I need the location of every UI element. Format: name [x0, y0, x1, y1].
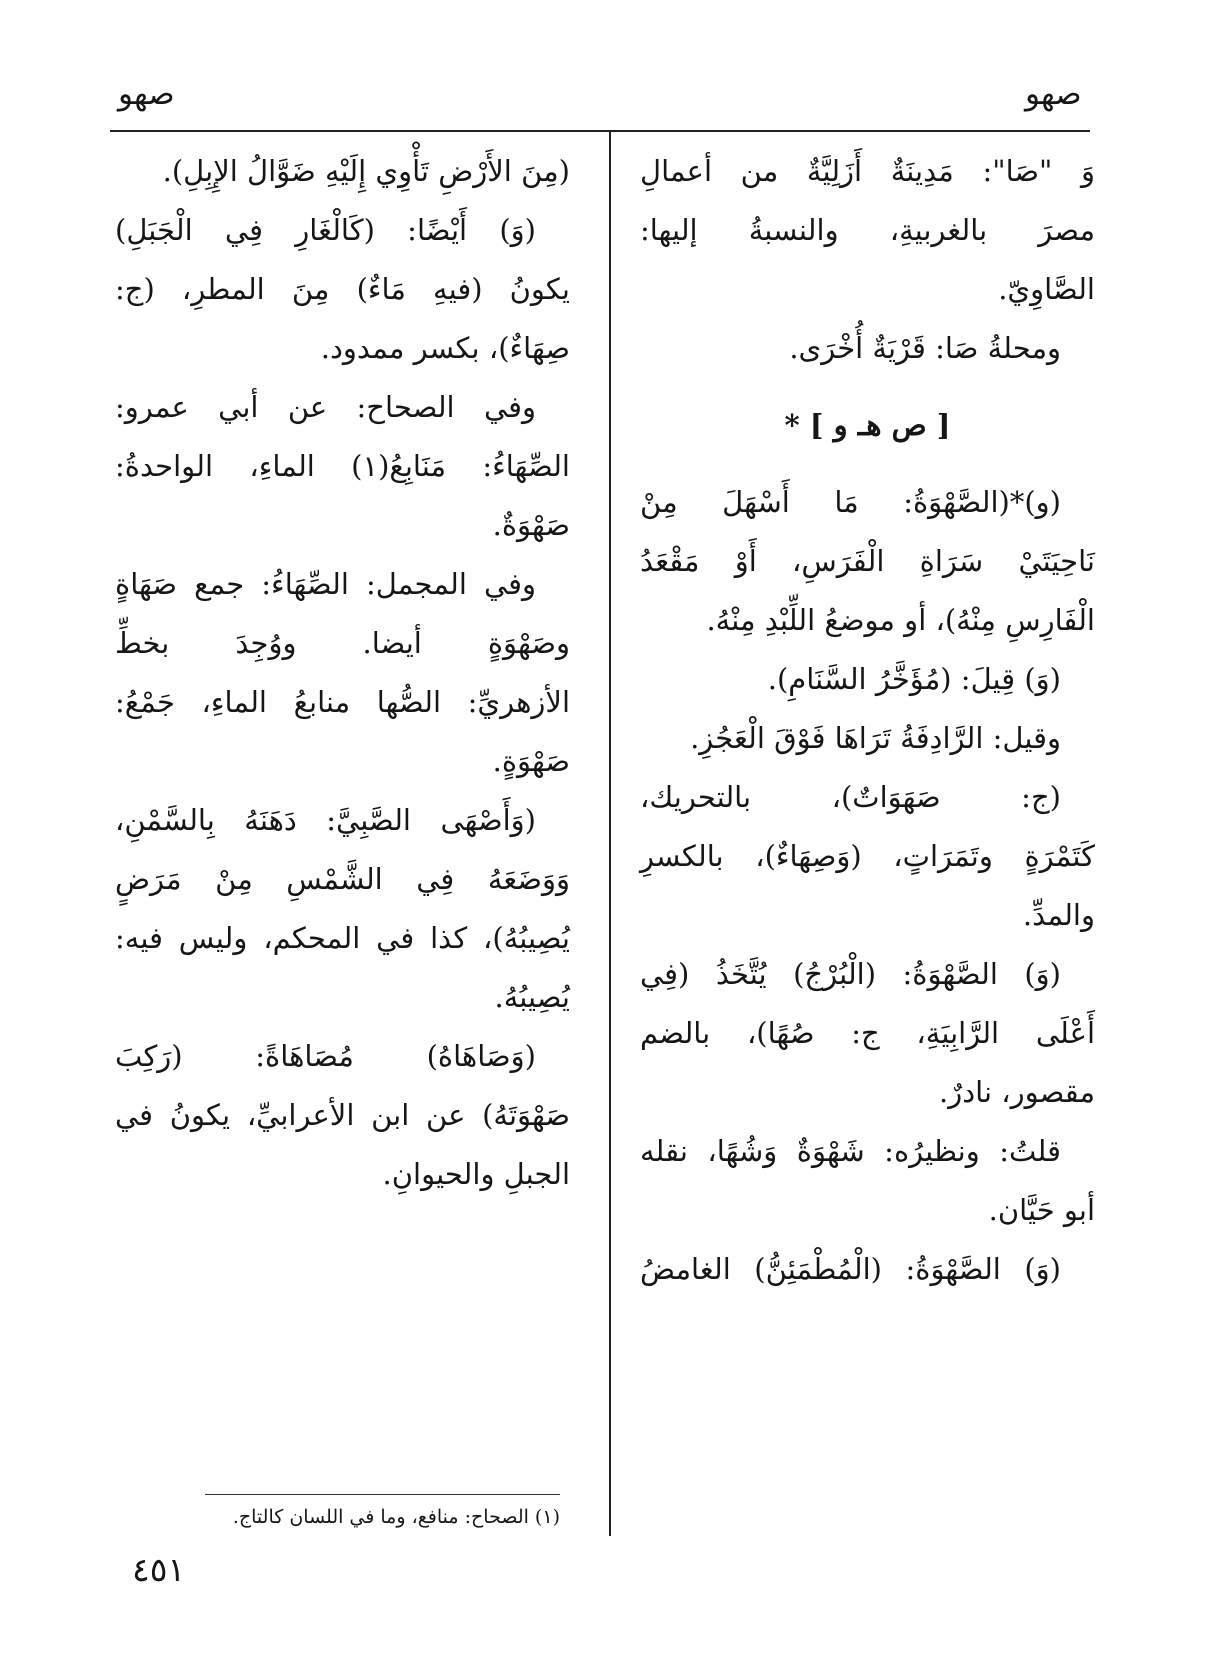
text-line: (وَصَاهَاهُ) مُصَاهَاةً: (رَكِبَ [115, 1039, 536, 1073]
text-line: صَهْوَةٍ. [492, 744, 570, 778]
text-line: (مِنَ الأَرْضِ تَأْوِي إِلَيْهِ ضَوَّالُ الإِبِلِ). [162, 154, 570, 188]
text-line: الجبلِ والحيوانِ. [382, 1157, 570, 1191]
text-line: (وَ) الصَّهْوَةُ: (الْمُطْمَئِنُّ) الغامضُ [640, 1252, 1061, 1286]
text-line: كَتَمْرَةٍ وتَمَرَاتٍ، (وَصِهَاءٌ)، بالكسرِ [640, 839, 1095, 873]
entry-heading: [ ص هـ و ] * [784, 408, 951, 442]
text-line: قلتُ: ونظيرُه: شَهْوَةٌ وَشُهًا، نقله [640, 1134, 1061, 1168]
running-head-left: صهو [118, 76, 175, 112]
text-line: وَوَضَعَهُ فِي الشَّمْسِ مِنْ مَرَضٍ [115, 862, 570, 896]
text-line: نَاحِيَتَيْ سَرَاةِ الْفَرَسِ، أَوْ مَقْعَدُ [640, 544, 1095, 578]
text-line: ومحلةُ صَا: قَرْيَةٌ أُخْرَى. [789, 331, 1061, 365]
text-line: الصِّهَاءُ: مَنَابِعُ(١) الماءِ، الواحدةُ: [115, 449, 570, 483]
text-line: صَهْوَةٌ. [492, 508, 570, 542]
text-line: وقيل: الرَّادِفَةُ تَرَاهَا فَوْقَ الْعَجُزِ. [690, 721, 1061, 755]
text-line: (و)*(الصَّهْوَةُ: مَا أَسْهَلَ مِنْ [640, 485, 1061, 519]
text-line: أبو حَيَّان. [988, 1193, 1095, 1227]
text-line: يكونُ (فيهِ مَاءٌ) مِنَ المطرِ، (ج: [115, 272, 570, 306]
text-line: (وَ) الصَّهْوَةُ: (الْبُرْجُ) يُتَّخَذُ (فِي [640, 957, 1061, 991]
page-number: ٤٥١ [132, 1550, 186, 1589]
text-line: أَعْلَى الرَّابِيَةِ، ج: صُهًا)، بالضم [640, 1016, 1095, 1050]
right-column [640, 142, 1095, 1299]
text-line: مقصور، نادرٌ. [939, 1075, 1095, 1109]
text-line: يُصِيبُهُ. [494, 980, 570, 1014]
text-line: وَ "صَا": مَدِينَةٌ أَزَلِيَّةٌ من أعمالِ [640, 154, 1095, 188]
text-line: الصَّاوِيّ. [998, 272, 1095, 306]
footnote: (١) الصحاح: منافع، وما في اللسان كالتاج. [232, 1506, 560, 1528]
text-line: وفي المجمل: الصِّهَاءُ: جمع صَهَاةٍ [115, 567, 536, 601]
column-divider [609, 130, 611, 1536]
text-line: (وَ) قِيلَ: (مُؤَخَّرُ السَّنَامِ). [767, 662, 1061, 696]
text-line: صِهَاءٌ)، بكسر ممدود. [320, 331, 570, 365]
header-rule [110, 130, 1090, 132]
footnote-rule [205, 1494, 560, 1495]
text-line: (ج: صَهَوَاتٌ)، بالتحريك، [640, 780, 1061, 814]
text-line: الأزهريِّ: الصُّها منابعُ الماءِ، جَمْعُ: [115, 685, 570, 719]
text-line: صَهْوَتَهُ) عن ابن الأعرابيِّ، يكونُ في [115, 1098, 570, 1132]
text-line: (وَ) أَيْضًا: (كَالْغَارِ فِي الْجَبَلِ) [115, 213, 536, 247]
text-line: وفي الصحاح: عن أبي عمرو: [115, 390, 536, 424]
left-column [115, 142, 570, 1204]
text-line: مصرَ بالغربيةِ، والنسبةُ إليها: [640, 213, 1095, 247]
text-line: والمدِّ. [1022, 898, 1095, 932]
text-line: وصَهْوَةٍ أيضا. ووُجِدَ بخطِّ [115, 626, 570, 660]
running-head-right: صهو [1025, 76, 1082, 112]
text-line: الْفَارِسِ مِنْهُ)، أو موضعُ اللِّبْدِ مِنْهُ. [706, 603, 1095, 637]
text-line: يُصِيبُهُ)، كذا في المحكم، وليس فيه: [115, 921, 570, 955]
text-line: (وَأَصْهَى الصَّبِيَّ: دَهَنَهُ بِالسَّمْنِ، [115, 803, 536, 837]
